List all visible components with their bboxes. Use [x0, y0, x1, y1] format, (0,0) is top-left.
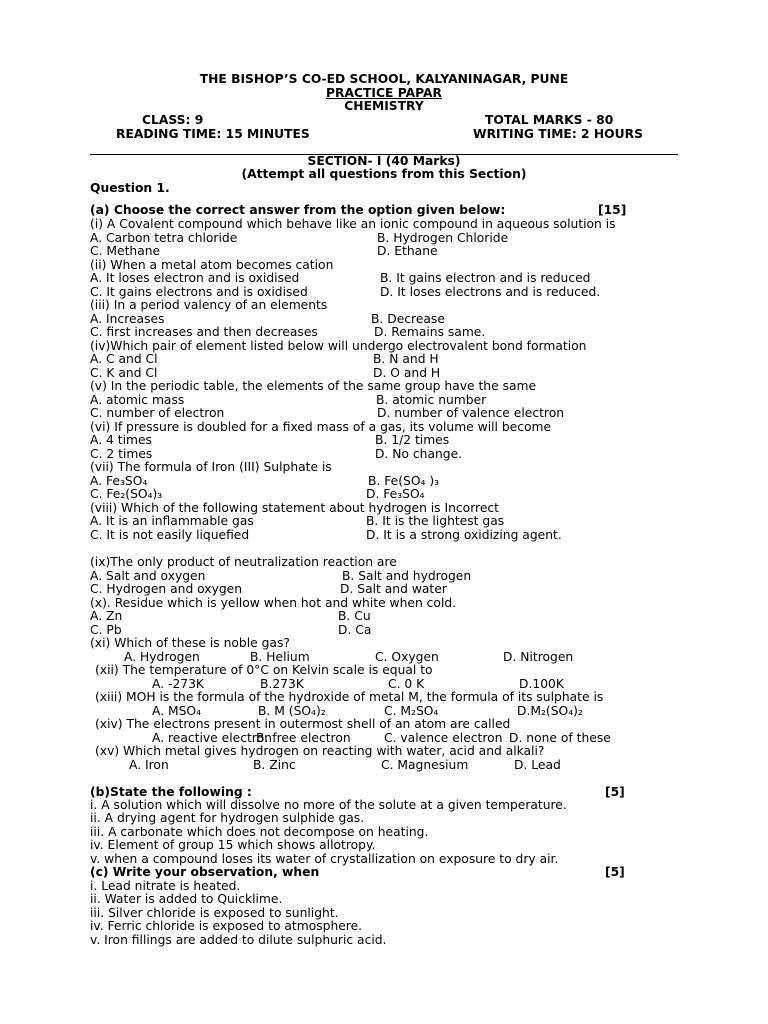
option-a: A. Hydrogen	[124, 650, 200, 664]
question-text: (x). Residue which is yellow when hot and white when cold.	[90, 596, 457, 610]
option-a: A. atomic mass	[90, 393, 185, 407]
option-a: A. C and Cl	[90, 352, 158, 366]
option-c: C. valence electron	[384, 731, 503, 745]
option-c: C. Magnesium	[381, 758, 469, 772]
question-text: (xiv) The electrons present in outermost shell of an atom are called	[95, 717, 511, 731]
question-text: (i) A Covalent compound which behave like an ionic compound in aqueous solution is	[90, 217, 616, 231]
part-a-marks: [15]	[598, 203, 627, 217]
list-item: v. Iron fillings are added to dilute sulphuric acid.	[90, 933, 387, 947]
part-b-marks: [5]	[605, 785, 625, 799]
list-item: iv. Element of group 15 which shows allotropy.	[90, 838, 376, 852]
option-c: C. first increases and then decreases	[90, 325, 318, 339]
list-item: iv. Ferric chloride is exposed to atmosphere.	[90, 919, 363, 933]
option-d: D. none of these	[509, 731, 611, 745]
option-b: B. atomic number	[376, 393, 487, 407]
option-b: B. M (SO₄)₂	[258, 704, 326, 718]
option-a: A. -273K	[152, 677, 204, 691]
question-text: (vii) The formula of Iron (III) Sulphate is	[90, 460, 332, 474]
part-c-heading: (c) Write your observation, when	[90, 865, 320, 879]
list-item: iii. Silver chloride is exposed to sunlight.	[90, 906, 339, 920]
question-text: (iv)Which pair of element listed below will undergo electrovalent bond formation	[90, 339, 587, 353]
option-a: A. Zn	[90, 609, 123, 623]
option-a: A. Carbon tetra chloride	[90, 231, 238, 245]
option-c: C. Oxygen	[375, 650, 439, 664]
option-b: B.273K	[260, 677, 304, 691]
question-text: (ii) When a metal atom becomes cation	[90, 258, 334, 272]
option-b: B. Cu	[338, 609, 371, 623]
option-b: B. Zinc	[253, 758, 296, 772]
option-b: B. Salt and hydrogen	[342, 569, 472, 583]
option-b: B. free electron	[256, 731, 351, 745]
option-c: C. It gains electrons and is oxidised	[90, 285, 308, 299]
option-b: B. It gains electron and is reduced	[380, 271, 591, 285]
list-item: ii. Water is added to Quicklime.	[90, 892, 283, 906]
option-c: C. It is not easily liquefied	[90, 528, 250, 542]
question-label: Question 1.	[90, 181, 170, 195]
school-name: THE BISHOP’S CO-ED SCHOOL, KALYANINAGAR, PUNE	[199, 72, 569, 86]
question-text: (ix)The only product of neutralization reaction are	[90, 555, 397, 569]
option-b: B. Decrease	[371, 312, 445, 326]
option-a: A. It loses electron and is oxidised	[90, 271, 300, 285]
total-marks: TOTAL MARKS - 80	[485, 113, 614, 127]
option-a: A. Iron	[129, 758, 169, 772]
option-d: D. Salt and water	[340, 582, 447, 596]
option-c: C. number of electron	[90, 406, 225, 420]
option-a: A. reactive electron	[152, 731, 272, 745]
question-text: (xv) Which metal gives hydrogen on reacting with water, acid and alkali?	[95, 744, 545, 758]
option-d: D. Lead	[514, 758, 561, 772]
option-c: C. Fe₂(SO₄)₃	[90, 487, 163, 501]
option-c: C. Pb	[90, 623, 122, 637]
option-c: C. Hydrogen and oxygen	[90, 582, 243, 596]
section-instruction: (Attempt all questions from this Section)	[241, 167, 527, 181]
option-d: D.M₂(SO₄)₂	[517, 704, 583, 718]
question-text: (vi) If pressure is doubled for a fixed mass of a gas, its volume will become	[90, 420, 552, 434]
option-b: B. Fe(SO₄ )₃	[368, 474, 440, 488]
part-a-heading: (a) Choose the correct answer from the option given below:	[90, 203, 506, 217]
list-item: i. A solution which will dissolve no more of the solute at a given temperature.	[90, 798, 567, 812]
question-text: (iii) In a period valency of an elements	[90, 298, 328, 312]
list-item: ii. A drying agent for hydrogen sulphide gas.	[90, 811, 365, 825]
class-label: CLASS: 9	[142, 113, 204, 127]
part-c-marks: [5]	[605, 865, 625, 879]
option-b: B. 1/2 times	[375, 433, 450, 447]
reading-time: READING TIME: 15 MINUTES	[116, 127, 310, 141]
option-b: B. N and H	[373, 352, 439, 366]
paper-title: PRACTICE PAPAR	[326, 86, 442, 100]
option-d: D. Nitrogen	[503, 650, 574, 664]
option-c: C. 0 K	[388, 677, 425, 691]
option-c: C. 2 times	[90, 447, 153, 461]
option-d: D. Remains same.	[374, 325, 486, 339]
option-a: A. Fe₃SO₄	[90, 474, 148, 488]
list-item: i. Lead nitrate is heated.	[90, 879, 241, 893]
option-d: D. Ca	[338, 623, 372, 637]
option-d: D. No change.	[375, 447, 463, 461]
question-text: (xii) The temperature of 0°C on Kelvin scale is equal to	[95, 663, 433, 677]
option-b: B. Hydrogen Chloride	[377, 231, 509, 245]
option-d: D. It is a strong oxidizing agent.	[366, 528, 562, 542]
option-a: A. It is an inflammable gas	[90, 514, 254, 528]
writing-time: WRITING TIME: 2 HOURS	[473, 127, 643, 141]
part-b-heading: (b)State the following :	[90, 785, 252, 799]
list-item: v. when a compound loses its water of crystallization on exposure to dry air.	[90, 852, 559, 866]
option-b: B. It is the lightest gas	[366, 514, 505, 528]
option-a: A. Increases	[90, 312, 165, 326]
option-c: C. Methane	[90, 244, 161, 258]
option-c: C. K and Cl	[90, 366, 158, 380]
option-a: A. MSO₄	[152, 704, 202, 718]
option-d: D. It loses electrons and is reduced.	[380, 285, 601, 299]
question-text: (xiii) MOH is the formula of the hydroxide of metal M, the formula of its sulphate is	[95, 690, 604, 704]
option-b: B. Helium	[250, 650, 310, 664]
section-title: SECTION- I (40 Marks)	[307, 154, 461, 168]
question-text: (viii) Which of the following statement about hydrogen is Incorrect	[90, 501, 499, 515]
option-a: A. 4 times	[90, 433, 152, 447]
option-d: D. O and H	[373, 366, 441, 380]
option-a: A. Salt and oxygen	[90, 569, 206, 583]
subject-title: CHEMISTRY	[344, 99, 424, 113]
question-text: (xi) Which of these is noble gas?	[90, 636, 290, 650]
option-d: D. Fe₃SO₄	[366, 487, 425, 501]
option-d: D. number of valence electron	[377, 406, 565, 420]
question-text: (v) In the periodic table, the elements of the same group have the same	[90, 379, 537, 393]
option-d: D. Ethane	[377, 244, 438, 258]
list-item: iii. A carbonate which does not decompose on heating.	[90, 825, 429, 839]
option-d: D.100K	[519, 677, 564, 691]
option-c: C. M₂SO₄	[384, 704, 439, 718]
